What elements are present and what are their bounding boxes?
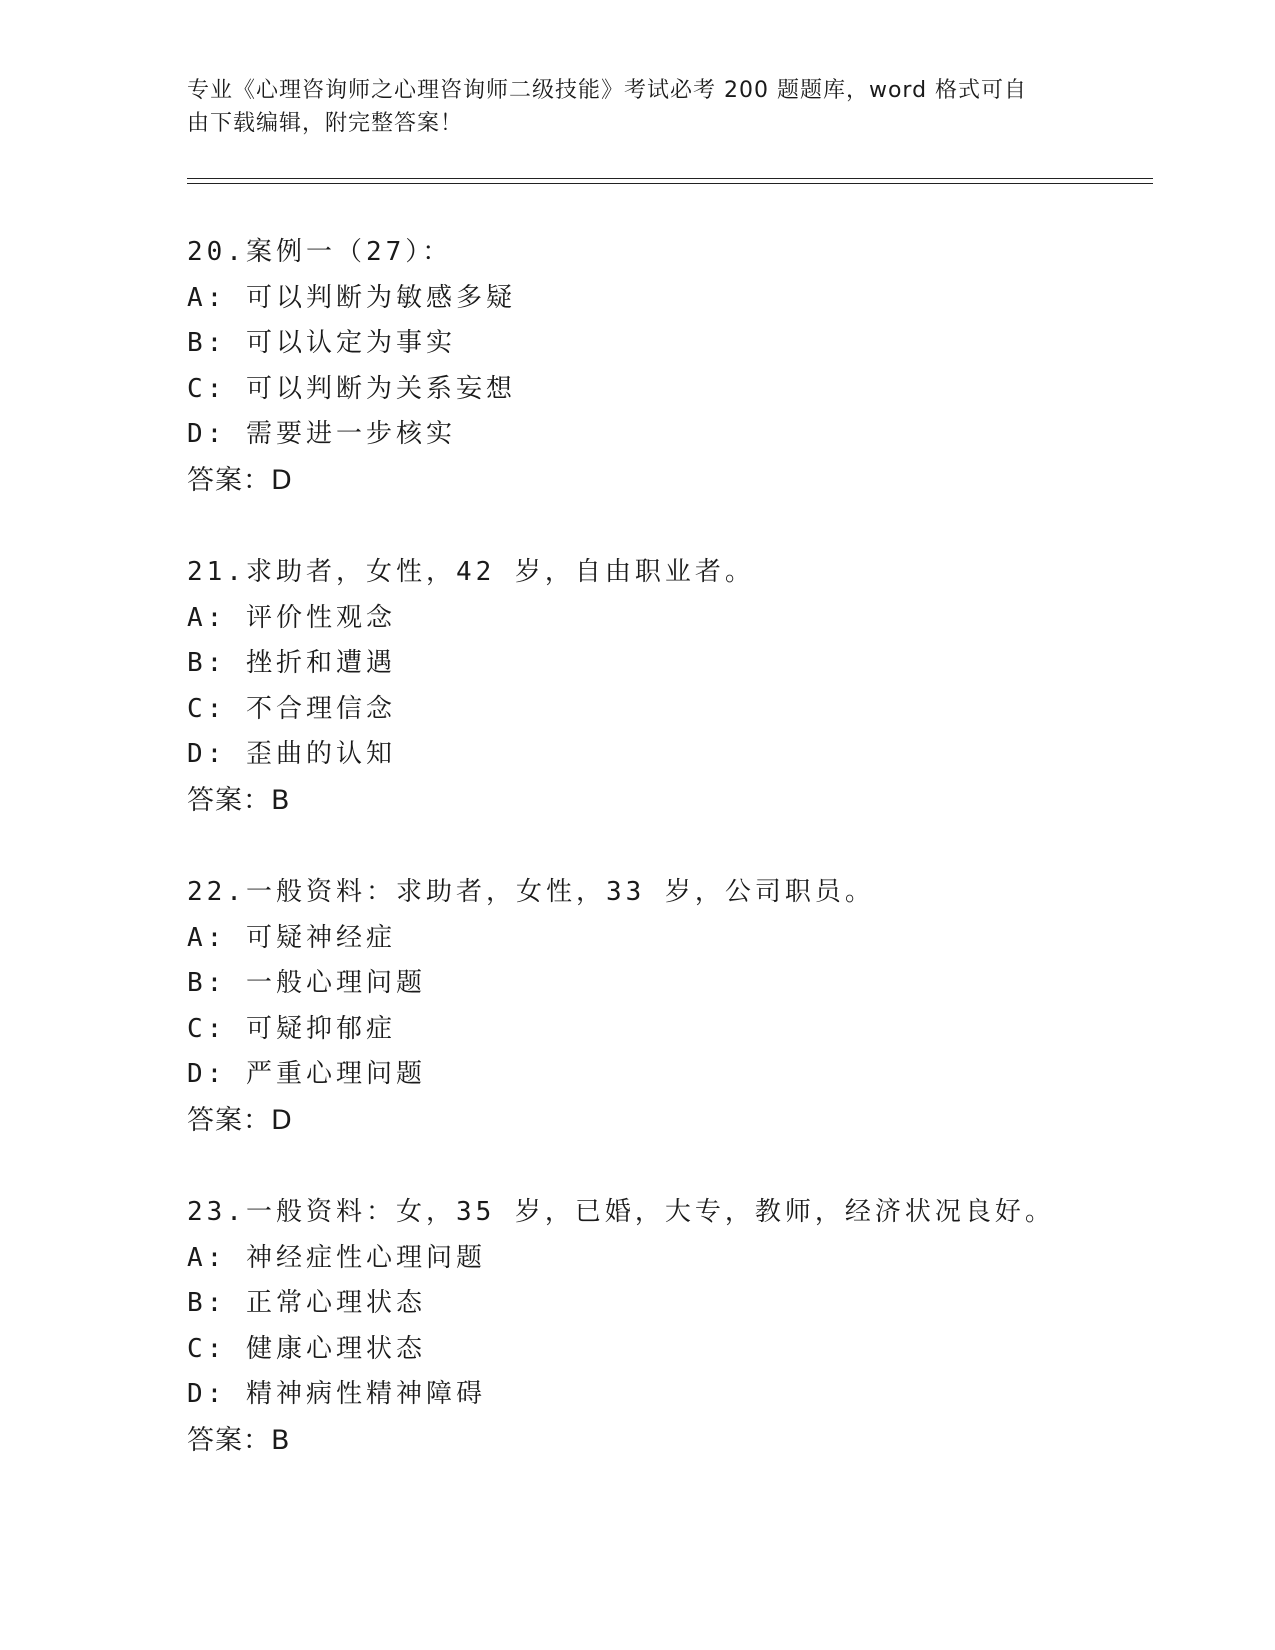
option-c: C: 健康心理状态 <box>187 1333 426 1364</box>
answer-line: 答案：B <box>187 784 291 816</box>
header-line-2: 由下载编辑，附完整答案！ <box>187 111 464 136</box>
option-d: D: 精神病性精神障碍 <box>187 1379 486 1409</box>
option-c: C: 可疑抑郁症 <box>187 1013 396 1044</box>
answer-line: 答案：B <box>187 1424 291 1456</box>
option-a: A: 神经症性心理问题 <box>187 1242 486 1273</box>
option-b: B: 可以认定为事实 <box>187 328 456 358</box>
document-header <box>187 74 1067 140</box>
header-divider-top <box>187 178 1153 179</box>
question-stem: 22.一般资料：求助者，女性，33 岁，公司职员。 <box>187 877 875 907</box>
option-c: C: 不合理信念 <box>187 693 396 724</box>
question-23 <box>187 1190 1147 1463</box>
answer-line: 答案：D <box>187 1104 293 1136</box>
question-stem: 21.求助者，女性，42 岁，自由职业者。 <box>187 557 755 587</box>
option-d: D: 严重心理问题 <box>187 1059 426 1089</box>
question-list <box>187 230 1147 1510</box>
answer-line: 答案：D <box>187 464 293 496</box>
option-a: A: 可疑神经症 <box>187 922 396 953</box>
option-b: B: 正常心理状态 <box>187 1288 426 1318</box>
option-a: A: 评价性观念 <box>187 602 396 633</box>
question-22 <box>187 870 1147 1143</box>
question-20 <box>187 230 1147 503</box>
question-stem: 23.一般资料：女，35 岁，已婚，大专，教师，经济状况良好。 <box>187 1197 1055 1227</box>
header-line-1: 专业《心理咨询师之心理咨询师二级技能》考试必考 200 题题库，word 格式可自 <box>187 78 1028 103</box>
question-21 <box>187 550 1147 823</box>
option-d: D: 歪曲的认知 <box>187 739 396 769</box>
option-b: B: 挫折和遭遇 <box>187 648 396 678</box>
option-c: C: 可以判断为关系妄想 <box>187 373 516 404</box>
option-d: D: 需要进一步核实 <box>187 419 456 449</box>
question-stem: 20.案例一（27）： <box>187 237 453 267</box>
option-a: A: 可以判断为敏感多疑 <box>187 282 516 313</box>
header-divider-bottom <box>187 183 1153 184</box>
option-b: B: 一般心理问题 <box>187 968 426 998</box>
